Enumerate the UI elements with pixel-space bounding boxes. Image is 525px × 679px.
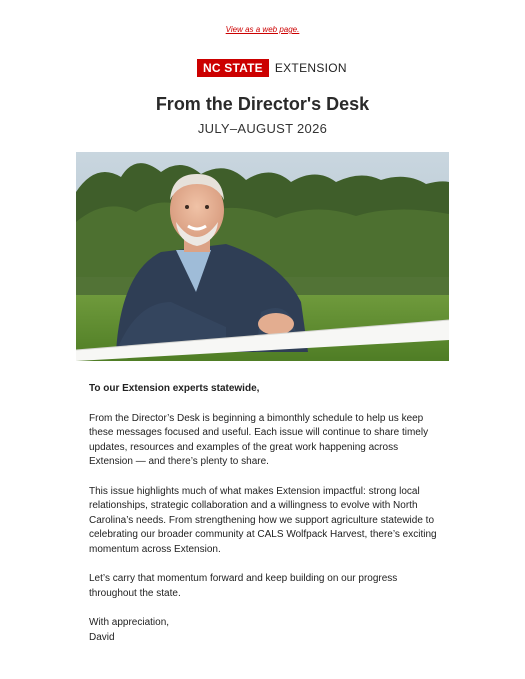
- logo-unit: EXTENSION: [274, 61, 347, 75]
- letter-paragraph-2: This issue highlights much of what makes Extension impactful: strong local relationships, strategic collaboration and a willingness to evolve with North Carolina’s needs. From strengthening how we support agriculture statewide to celebrating our broader community at CALS Wolfpack Harvest, there’s exciting momentum across Extension.: [89, 485, 437, 555]
- issue-date: JULY–AUGUST 2026: [197, 121, 328, 136]
- logo-brand: NC STATE: [197, 59, 269, 77]
- letter-body: [89, 382, 439, 645]
- letter-closing: With appreciation,: [89, 616, 170, 628]
- letter-paragraph-3: Let’s carry that momentum forward and keep building on our progress throughout the state.: [89, 573, 398, 599]
- letter-signoff: [89, 616, 439, 645]
- director-photo: [76, 152, 449, 361]
- view-as-web-page-link[interactable]: View as a web page.: [225, 25, 300, 34]
- nc-state-extension-logo: [197, 59, 347, 77]
- letter-paragraph-1: From the Director’s Desk is beginning a bimonthly schedule to help us keep these messages focused and useful. Each issue will continue to share timely updates, resources and examples of the great work happening across Extension — and there’s plenty to share.: [89, 412, 429, 468]
- letter-signature: David: [89, 631, 115, 643]
- letter-greeting: To our Extension experts statewide,: [89, 383, 260, 394]
- newsletter-title: From the Director's Desk: [155, 94, 370, 114]
- web-view-bar: [0, 25, 525, 34]
